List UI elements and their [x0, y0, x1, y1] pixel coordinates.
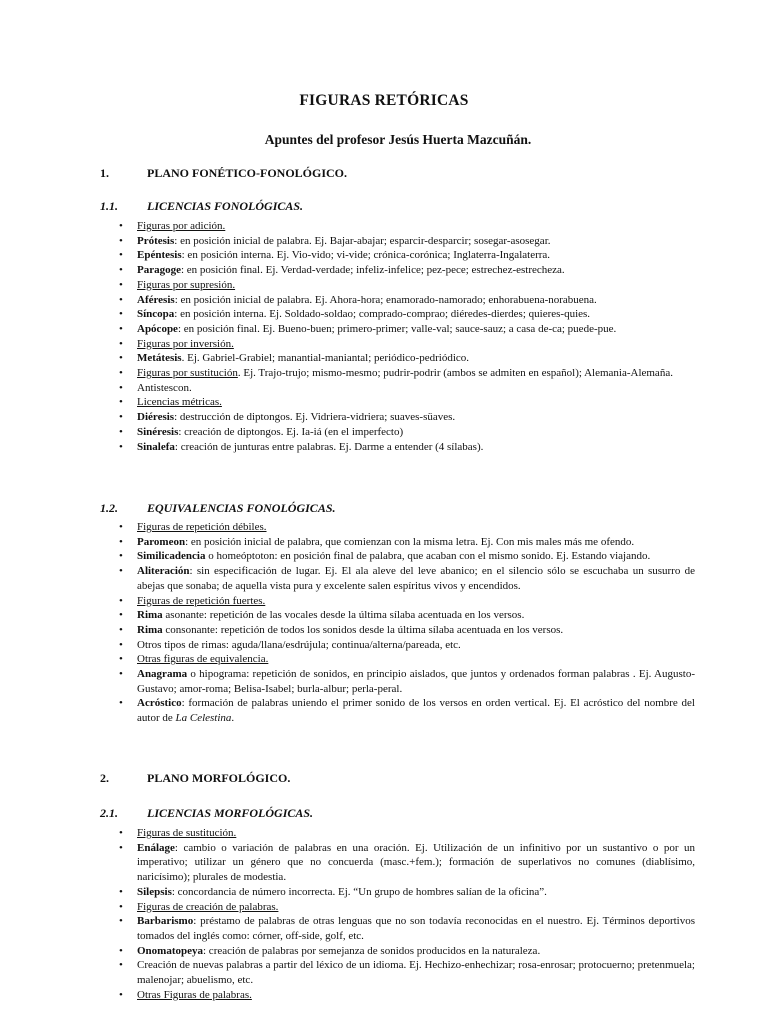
- item-text: consonante: repetición de todos los sonidos desde la última sílaba acentuada en los versos.: [162, 623, 564, 636]
- list-item: [0, 944, 695, 959]
- list-1-1: [0, 219, 695, 454]
- item-text: : concordancia de número incorrecta. Ej. “Un grupo de hombres salían de la oficina”.: [171, 885, 547, 898]
- document-title: FIGURAS RETÓRICAS: [299, 92, 469, 109]
- item-text: o hipograma: repetición de sonidos, en principio aislados, que juntos y ordenados forman palabras . Ej. Augusto-Gustavo; amor-roma; Belisa-Isabel; burla-albur; perla-peral.: [137, 668, 695, 695]
- item-text: : préstamo de palabras de otras lenguas que no son todavía reconocidas en el nuestro. Ej. Términos deportivos tomados del inglés como: córner, off-side, golf, etc.: [137, 915, 695, 942]
- item-term: Rima: [137, 623, 163, 636]
- item-term: Sinalefa: [137, 440, 175, 453]
- item-category-label: Figuras por inversión.: [137, 337, 234, 350]
- item-category-label: Figuras de repetición débiles.: [137, 521, 267, 533]
- item-term: Prótesis: [137, 234, 175, 247]
- list-item: [0, 608, 695, 623]
- item-text: : en posición inicial de palabra. Ej. Bajar-abajar; esparcir-desparcir; sosegar-asosegar.: [174, 234, 551, 247]
- item-text: asonante: repetición de las vocales desde la última sílaba acentuada en los versos.: [162, 609, 525, 622]
- subsection-title: EQUIVALENCIAS FONOLÓGICAS.: [147, 501, 336, 515]
- item-term: Sinéresis: [137, 425, 179, 438]
- list-item: [0, 696, 695, 725]
- list-item: [0, 278, 695, 293]
- section-title: PLANO MORFOLÓGICO.: [147, 771, 291, 785]
- section-number: 2.: [100, 771, 109, 785]
- section-title: PLANO FONÉTICO-FONOLÓGICO.: [147, 166, 348, 180]
- list-item: [0, 652, 695, 667]
- list-item: [0, 440, 695, 455]
- item-text: : en posición final. Ej. Verdad-verdade; infeliz-infelice; pez-pece; estrechez-estrecheza.: [180, 264, 565, 277]
- item-term: Enálage: [137, 841, 175, 854]
- item-term: Silepsis: [137, 885, 172, 898]
- list-item: [0, 351, 695, 366]
- item-text: : en posición interna. Ej. Soldado-soldao; comprado-comprao; diéredes-dierdes; quieres-quies.: [174, 308, 591, 321]
- item-term: Anagrama: [137, 668, 188, 681]
- list-item: [0, 248, 695, 263]
- list-item: [0, 322, 695, 337]
- item-term: Similicadencia: [137, 550, 206, 563]
- list-item: [0, 366, 695, 381]
- list-item: [0, 395, 695, 410]
- section-number: 1.: [100, 166, 109, 180]
- list-item: [0, 234, 695, 249]
- item-category-label: Licencias métricas.: [137, 396, 222, 409]
- item-term: Diéresis: [137, 411, 175, 424]
- item-italic-text: La Celestina: [175, 712, 232, 725]
- list-item: [0, 549, 695, 564]
- item-text: : en posición interna. Ej. Vio-vido; vi-vide; crónica-corónica; Inglaterra-Ingalaterra.: [181, 249, 551, 262]
- subsection-heading-1-1: [100, 199, 303, 214]
- list-item: [0, 885, 695, 900]
- list-item: [0, 293, 695, 308]
- item-text: : en posición inicial de palabra, que comienzan con la misma letra. Ej. Con mis males más me ofendo.: [185, 535, 635, 548]
- item-text: : sin especificación de lugar. Ej. El ala aleve del leve abanico; en el silencio sólo se escuchaba un susurro de abejas que sonaba; de aquella vista pura y excelente salen espíritus vivos y encendidos.: [137, 565, 695, 592]
- list-item: [0, 623, 695, 638]
- subsection-number: 1.2.: [100, 501, 118, 515]
- item-term: Barbarismo: [137, 915, 194, 928]
- item-term: Acróstico: [137, 697, 182, 710]
- subsection-number: 2.1.: [100, 806, 118, 820]
- item-category-label: Figuras por supresión.: [137, 278, 236, 291]
- list-item: [0, 520, 695, 535]
- item-text: . Ej. Gabriel-Grabiel; manantial-maniantal; periódico-pedriódico.: [181, 352, 470, 365]
- list-item: [0, 900, 695, 915]
- item-text: : creación de palabras por semejanza de sonidos producidos en la naturaleza.: [203, 944, 541, 957]
- item-text: : en posición inicial de palabra. Ej. Ahora-hora; enamorado-namorado; enhorabuena-norabuena.: [174, 293, 597, 306]
- item-text: : creación de junturas entre palabras. Ej. Darme a entender (4 sílabas).: [174, 440, 484, 453]
- list-item: [0, 988, 695, 1003]
- list-item: [0, 594, 695, 609]
- list-item: [0, 263, 695, 278]
- item-category-label: Otras figuras de equivalencia.: [137, 653, 269, 666]
- section-heading-1: [100, 166, 347, 181]
- section-heading-2: [100, 771, 290, 786]
- item-tail-text: .: [231, 712, 235, 725]
- item-text: : cambio o variación de palabras en una oración. Ej. Utilización de un infinitivo por un sustantivo o por un imperativo; utilizar un género que no concuerda (masc.+fem.); formación de superlativos no comunes (diablísimo, naricísimo); plurales de modestia.: [137, 841, 695, 884]
- list-item: [0, 410, 695, 425]
- subsection-heading-1-2: [100, 501, 336, 516]
- item-term: Epéntesis: [137, 249, 182, 262]
- subsection-title: LICENCIAS MORFOLÓGICAS.: [147, 806, 314, 820]
- list-item: [0, 841, 695, 885]
- list-item: [0, 958, 695, 987]
- item-text: o homeóptoton: en posición final de palabra, que acaban con el mismo sonido. Ej. Estando viajando.: [205, 550, 651, 563]
- list-item: [0, 638, 695, 653]
- item-term: Síncopa: [137, 308, 175, 321]
- item-text: : en posición final. Ej. Bueno-buen; primero-primer; valle-val; sauce-sauz; a casa de-ca; puede-pue.: [177, 322, 617, 335]
- item-category-label: Otras Figuras de palabras.: [137, 988, 252, 1001]
- list-item: [0, 826, 695, 841]
- list-item: [0, 307, 695, 322]
- item-text: Otros tipos de rimas: aguda/llana/esdrújula; continua/alterna/pareada, etc.: [137, 638, 461, 651]
- item-category-label: Figuras por sustitución: [137, 367, 238, 380]
- item-term: Aféresis: [137, 293, 175, 306]
- list-item: [0, 425, 695, 440]
- item-term: Aliteración: [137, 565, 190, 578]
- item-text: : destrucción de diptongos. Ej. Vidriera-vidriera; suaves-süaves.: [174, 411, 456, 424]
- list-1-2: [0, 520, 695, 726]
- item-category-label: Figuras de repetición fuertes.: [137, 594, 266, 607]
- item-category-label: Figuras por adición.: [137, 220, 226, 232]
- subsection-heading-2-1: [100, 806, 313, 821]
- item-text: Creación de nuevas palabras a partir del léxico de un idioma. Ej. Hechizo-enhechizar; rosa-enrosar; protocuerno; pretenmuela; malenojar; abuelismo, etc.: [137, 959, 695, 987]
- item-category-label: Figuras de sustitución.: [137, 827, 237, 839]
- item-term: Onomatopeya: [137, 944, 203, 957]
- list-2-1: [0, 826, 695, 1002]
- subsection-number: 1.1.: [100, 199, 118, 213]
- item-term: Metátesis: [137, 352, 182, 365]
- list-item: [0, 667, 695, 696]
- item-term: Rima: [137, 609, 163, 622]
- list-item: [0, 564, 695, 593]
- list-item: [0, 535, 695, 550]
- item-category-label: Figuras de creación de palabras.: [137, 900, 279, 913]
- document-subtitle: Apuntes del profesor Jesús Huerta Mazcuñán.: [264, 132, 532, 147]
- list-item: [0, 219, 695, 234]
- list-item: [0, 337, 695, 352]
- item-term: Paromeon: [137, 535, 186, 548]
- item-text: : formación de palabras uniendo el primer sonido de los versos en orden vertical. Ej. El acróstico del nombre del autor de: [137, 697, 695, 725]
- item-term: Paragoge: [137, 264, 181, 277]
- list-item: [0, 914, 695, 943]
- item-text: Antistescon.: [137, 381, 192, 394]
- item-text: : creación de diptongos. Ej. Ia-iá (en el imperfecto): [178, 425, 404, 438]
- subsection-title: LICENCIAS FONOLÓGICAS.: [147, 199, 304, 213]
- item-text: . Ej. Trajo-trujo; mismo-mesmo; pudrir-podrir (ambos se admiten en español); Alemania-Alemaña.: [237, 367, 673, 380]
- item-term: Apócope: [137, 322, 178, 335]
- list-item: [0, 381, 695, 396]
